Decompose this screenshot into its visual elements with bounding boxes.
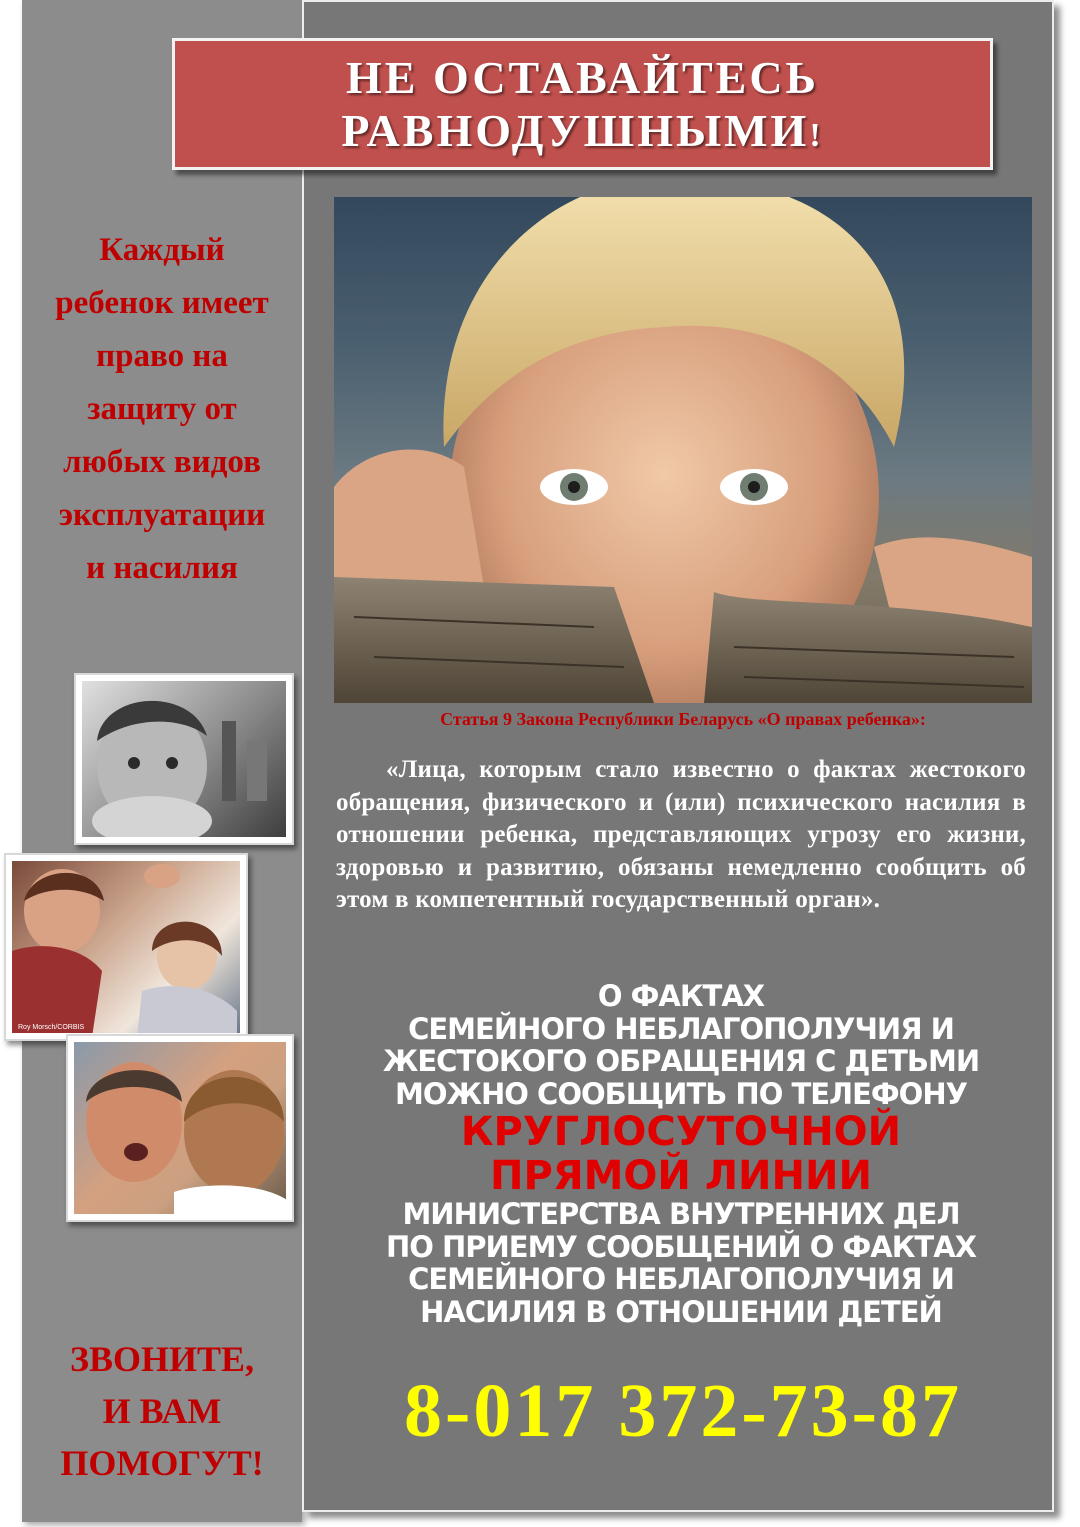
rights-line: ребенок имеет bbox=[55, 285, 269, 321]
photo-3-image bbox=[74, 1042, 286, 1214]
call-line: ПОМОГУТ! bbox=[60, 1443, 264, 1483]
report-line: НАСИЛИЯ В ОТНОШЕНИИ ДЕТЕЙ bbox=[420, 1294, 942, 1329]
report-line: МОЖНО СООБЩИТЬ ПО ТЕЛЕФОНУ bbox=[395, 1076, 967, 1111]
report-info-block bbox=[336, 980, 1026, 1328]
report-line: ПО ПРИЕМУ СООБЩЕНИЙ О ФАКТАХ bbox=[385, 1229, 977, 1264]
call-line: И ВАМ bbox=[102, 1391, 222, 1431]
title-line-1: НЕ ОСТАВАЙТЕСЬ bbox=[346, 51, 819, 103]
child-rights-text bbox=[22, 224, 302, 595]
report-line: ЖЕСТОКОГО ОБРАЩЕНИЯ С ДЕТЬМИ bbox=[382, 1044, 980, 1078]
photo-2-image bbox=[12, 861, 240, 1033]
hotline-emphasis-line: ПРЯМОЙ ЛИНИИ bbox=[490, 1153, 872, 1199]
photo-sad-boy bbox=[74, 673, 294, 845]
rights-line: Каждый bbox=[99, 232, 225, 268]
hotline-phone-number[interactable]: 8-017 372-73-87 bbox=[404, 1369, 962, 1453]
law-article-quote: «Лица, которым стало известно о фактах жестокого обращения, физического и (или) психического насилия в отношении ребенка, представляющих угрозу его жизни, здоровью и развитию, обязаны немедленно сообщить об этом в компетентный государственный орган». bbox=[336, 756, 1026, 913]
report-line: СЕМЕЙНОГО НЕБЛАГОПОЛУЧИЯ И bbox=[408, 1262, 954, 1296]
title-line-2-text: РАВНОДУШНЫМИ bbox=[341, 105, 810, 156]
rights-line: право на bbox=[96, 338, 228, 374]
main-photo-child-behind-fence bbox=[334, 197, 1032, 703]
law-article-title: Статья 9 Закона Республики Беларусь «О правах ребенка»: bbox=[440, 709, 926, 729]
report-line: СЕМЕЙНОГО НЕБЛАГОПОЛУЧИЯ И bbox=[408, 1011, 954, 1046]
rights-line: любых видов bbox=[63, 444, 261, 480]
call-line: ЗВОНИТЕ, bbox=[69, 1339, 255, 1379]
rights-line: эксплуатации bbox=[58, 497, 266, 533]
child-illustration bbox=[334, 197, 1032, 703]
report-line: МИНИСТЕРСТВА ВНУТРЕННИХ ДЕЛ bbox=[402, 1197, 960, 1231]
shouting-father-illustration bbox=[74, 1042, 286, 1214]
photo-shouting-father bbox=[66, 1034, 294, 1222]
call-to-action bbox=[22, 1333, 302, 1489]
rights-line: и насилия bbox=[86, 550, 238, 586]
photo-domestic-violence bbox=[4, 853, 248, 1041]
report-line: О ФАКТАХ bbox=[597, 979, 765, 1013]
rights-line: защиту от bbox=[87, 391, 237, 427]
hotline-emphasis-line: КРУГЛОСУТОЧНОЙ bbox=[460, 1109, 902, 1155]
sad-boy-illustration bbox=[82, 681, 286, 837]
title-line-2 bbox=[341, 104, 823, 157]
photo-1-image bbox=[82, 681, 286, 837]
domestic-violence-illustration bbox=[12, 861, 240, 1033]
title-banner bbox=[172, 38, 993, 170]
photo-credit: Roy Morsch/CORBIS bbox=[18, 1024, 85, 1031]
title-exclamation: ! bbox=[809, 117, 824, 154]
